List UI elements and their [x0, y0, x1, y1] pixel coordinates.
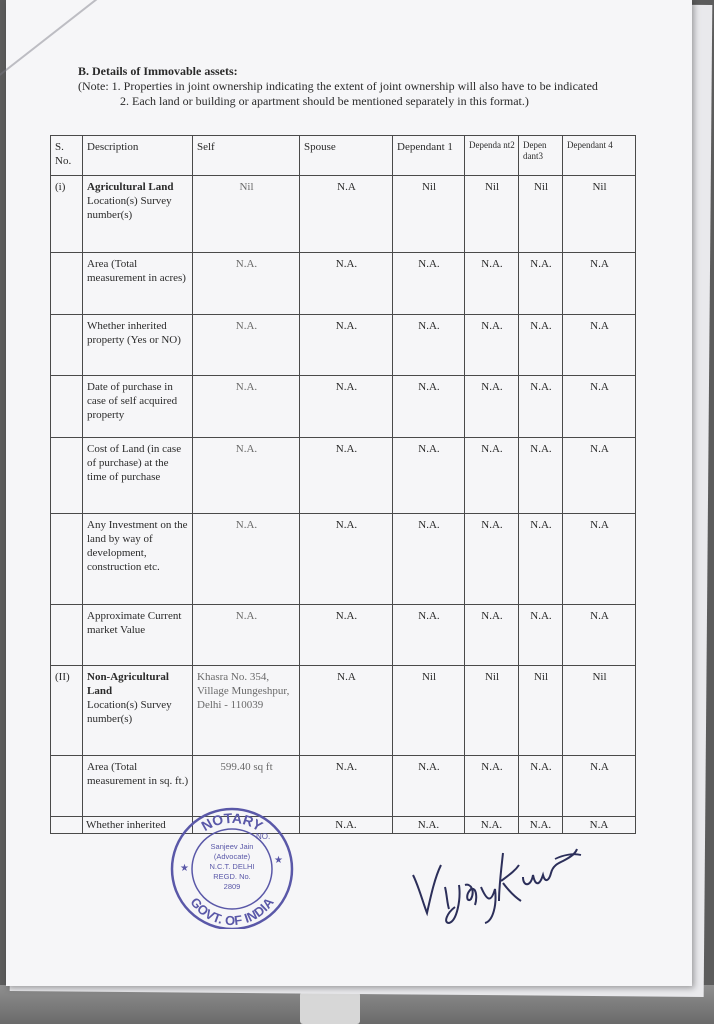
stamp-top-text: NOTARY — [198, 809, 266, 835]
stamp-line-number: 2809 — [223, 882, 241, 891]
cell-dependant-1: N.A. — [393, 376, 465, 438]
row-description: Area (Total measurement in acres) — [83, 253, 193, 315]
row-sno: (i) — [51, 176, 83, 253]
cell-self: 599.40 sq ft — [193, 756, 300, 817]
signature — [405, 825, 585, 925]
cell-dependant-4: N.A — [563, 817, 636, 834]
cell-dependant-4: Nil — [563, 176, 636, 253]
cell-dependant-1: N.A. — [393, 605, 465, 666]
binder-clip — [300, 992, 360, 1024]
row-description: Any Investment on the land by way of development, construction etc. — [83, 514, 193, 605]
row-description: Cost of Land (in case of purchase) at the time of purchase — [83, 438, 193, 514]
row-description-title: Agricultural Land — [87, 181, 174, 193]
cell-spouse: N.A. — [300, 817, 393, 834]
table-row — [51, 514, 636, 605]
header-spouse: Spouse — [300, 136, 393, 176]
cell-dependant-1: N.A. — [393, 315, 465, 376]
cell-dependant-3: N.A. — [519, 376, 563, 438]
row-description — [83, 176, 193, 253]
row-description-title: Non-Agricultural Land — [87, 671, 169, 697]
row-description-extra: Location(s) Survey number(s) — [87, 699, 172, 725]
cell-dependant-4: Nil — [563, 666, 636, 756]
cell-dependant-2: N.A. — [465, 514, 519, 605]
row-description: Whether inherited — [83, 817, 193, 834]
cell-spouse: N.A. — [300, 376, 393, 438]
cell-self: N.A. — [193, 315, 300, 376]
row-description: Approximate Current market Value — [83, 605, 193, 666]
cell-dependant-1: Nil — [393, 176, 465, 253]
row-sno — [51, 253, 83, 315]
cell-dependant-2: Nil — [465, 176, 519, 253]
table-row — [51, 666, 636, 756]
cell-spouse: N.A — [300, 666, 393, 756]
row-description-extra: Location(s) Survey number(s) — [87, 195, 172, 221]
cell-self: Nil — [193, 176, 300, 253]
cell-dependant-2: Nil — [465, 666, 519, 756]
cell-spouse: N.A. — [300, 514, 393, 605]
header-dependant-1: Dependant 1 — [393, 136, 465, 176]
stamp-line-regd: REGD. No. — [213, 872, 251, 881]
section-title: B. Details of Immovable assets: — [78, 64, 238, 78]
header-dependant-3: Depen dant3 — [519, 136, 563, 176]
cell-self: N.A. — [193, 253, 300, 315]
row-sno — [51, 376, 83, 438]
row-description: Area (Total measurement in sq. ft.) — [83, 756, 193, 817]
cell-dependant-3: N.A. — [519, 756, 563, 817]
cell-spouse: N.A — [300, 176, 393, 253]
stamp-reg-short: NO. — [256, 832, 271, 841]
cell-self: Khasra No. 354, Village Mungeshpur, Delhi - 110039 — [193, 666, 300, 756]
cell-dependant-3: N.A. — [519, 438, 563, 514]
cell-dependant-4: N.A — [563, 514, 636, 605]
header-dependant-4: Dependant 4 — [563, 136, 636, 176]
stamp-star-right: ★ — [274, 855, 283, 866]
cell-dependant-2: N.A. — [465, 376, 519, 438]
cell-dependant-4: N.A — [563, 253, 636, 315]
header-sno: S. No. — [51, 136, 83, 176]
cell-dependant-4: N.A — [563, 756, 636, 817]
row-sno — [51, 438, 83, 514]
row-sno — [51, 315, 83, 376]
row-sno — [51, 514, 83, 605]
table-header-row — [51, 136, 636, 176]
row-description: Date of purchase in case of self acquired property — [83, 376, 193, 438]
cell-self: N.A. — [193, 438, 300, 514]
cell-dependant-4: N.A — [563, 605, 636, 666]
cell-dependant-3: N.A. — [519, 817, 563, 834]
table-row — [51, 376, 636, 438]
table-row — [51, 756, 636, 817]
header-dependant-2: Dependa nt2 — [465, 136, 519, 176]
table-row — [51, 176, 636, 253]
row-sno — [51, 756, 83, 817]
cell-dependant-2: N.A. — [465, 315, 519, 376]
cell-spouse: N.A. — [300, 253, 393, 315]
cell-dependant-2: N.A. — [465, 756, 519, 817]
cell-spouse: N.A. — [300, 756, 393, 817]
table-row — [51, 438, 636, 514]
table-row — [51, 253, 636, 315]
cell-self: N.A. — [193, 605, 300, 666]
stamp-star-left: ★ — [180, 863, 189, 874]
section-heading — [78, 64, 638, 109]
stamp-line-name: Sanjeev Jain — [210, 842, 254, 851]
cell-dependant-3: N.A. — [519, 605, 563, 666]
cell-dependant-4: N.A — [563, 438, 636, 514]
cell-self: N.A. — [193, 514, 300, 605]
row-sno — [51, 605, 83, 666]
header-description: Description — [83, 136, 193, 176]
row-sno — [51, 817, 83, 834]
note-1: (Note: 1. Properties in joint ownership indicating the extent of joint ownership will also have to be indicated — [78, 79, 598, 93]
stamp-line-state: N.C.T. DELHI — [209, 862, 255, 871]
cell-dependant-1: N.A. — [393, 438, 465, 514]
immovable-assets-table — [50, 135, 636, 834]
cell-dependant-1: N.A. — [393, 756, 465, 817]
cell-self: N.A. — [193, 376, 300, 438]
table-row — [51, 315, 636, 376]
row-description: Whether inherited property (Yes or NO) — [83, 315, 193, 376]
notary-stamp — [168, 805, 296, 929]
table-row — [51, 605, 636, 666]
cell-dependant-1: Nil — [393, 666, 465, 756]
stamp-bottom-text: GOVT. OF INDIA — [187, 894, 277, 929]
header-self: Self — [193, 136, 300, 176]
note-2: 2. Each land or building or apartment should be mentioned separately in this format.) — [120, 94, 529, 108]
cell-dependant-3: N.A. — [519, 253, 563, 315]
cell-dependant-4: N.A — [563, 376, 636, 438]
cell-dependant-3: N.A. — [519, 315, 563, 376]
cell-dependant-2: N.A. — [465, 817, 519, 834]
cell-dependant-1: N.A. — [393, 817, 465, 834]
cell-dependant-3: N.A. — [519, 514, 563, 605]
cell-spouse: N.A. — [300, 605, 393, 666]
cell-dependant-2: N.A. — [465, 605, 519, 666]
stamp-line-role: (Advocate) — [213, 852, 251, 861]
row-sno: (II) — [51, 666, 83, 756]
cell-dependant-4: N.A — [563, 315, 636, 376]
cell-spouse: N.A. — [300, 438, 393, 514]
cell-dependant-3: Nil — [519, 176, 563, 253]
cell-dependant-1: N.A. — [393, 514, 465, 605]
cell-dependant-2: N.A. — [465, 438, 519, 514]
cell-dependant-1: N.A. — [393, 253, 465, 315]
cell-spouse: N.A. — [300, 315, 393, 376]
cell-dependant-2: N.A. — [465, 253, 519, 315]
row-description — [83, 666, 193, 756]
cell-dependant-3: Nil — [519, 666, 563, 756]
